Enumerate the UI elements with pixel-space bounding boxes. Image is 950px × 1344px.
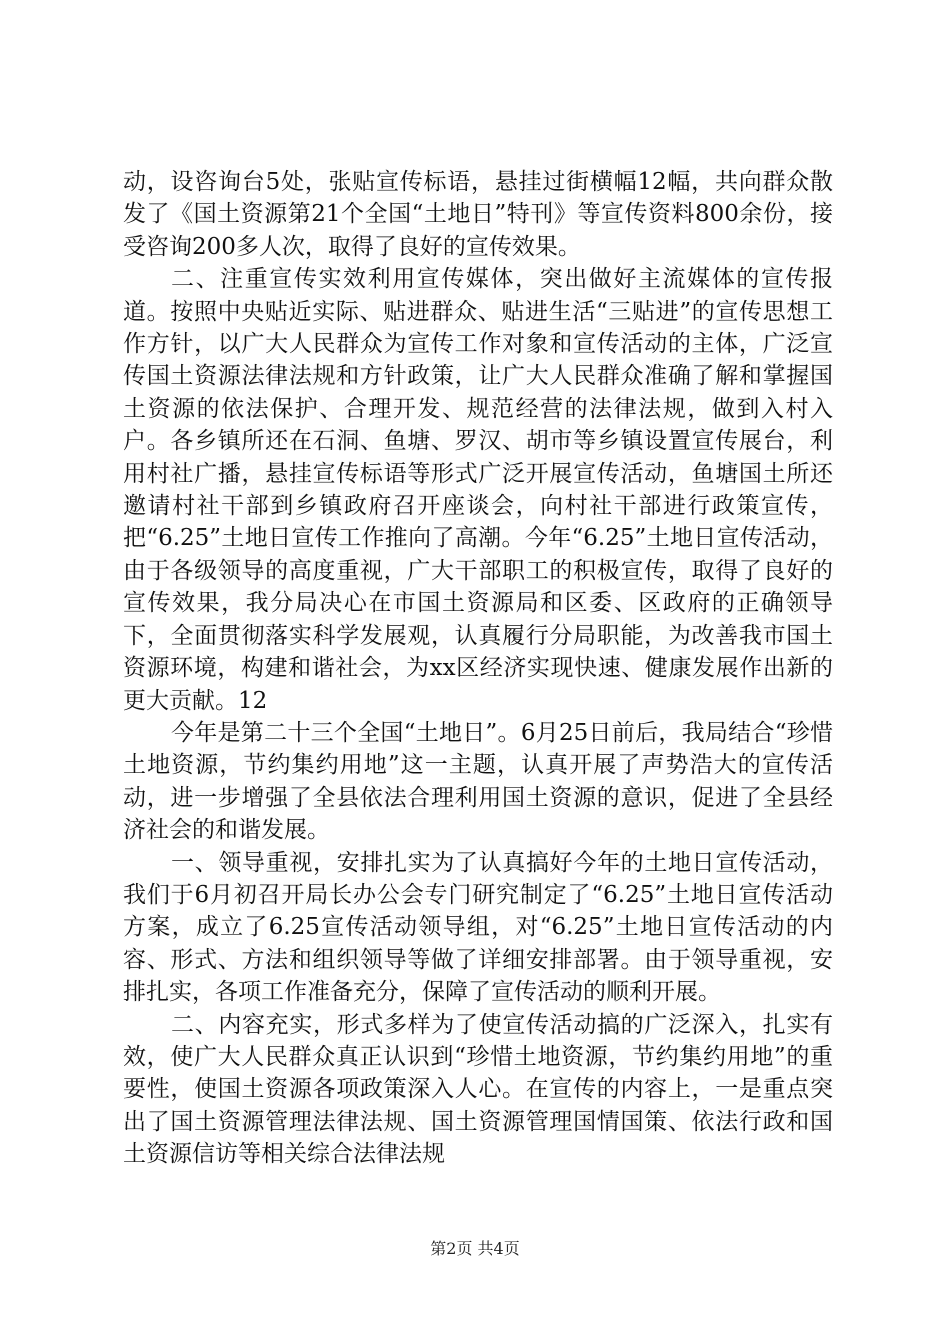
page-number-footer: 第2页 共4页 xyxy=(430,1239,520,1258)
paragraph-content-forms: 二、内容充实，形式多样为了使宣传活动搞的广泛深入，扎实有效，使广大人民群众真正认识到“珍惜土地资源，节约集约用地”的重要性，使国土资源各项政策深入人心。在宣传的内容上，一是重点突出了国土资源管理法律法规、国土资源管理国情国策、依法行政和国土资源信访等相关综合法律法规 xyxy=(123,1011,833,1168)
document-body xyxy=(123,166,833,1171)
paragraph-continuation: 动，设咨询台5处，张贴宣传标语，悬挂过街横幅12幅，共向群众散发了《国土资源第21个全国“土地日”特刊》等宣传资料800余份，接受咨询200多人次，取得了良好的宣传效果。 xyxy=(123,169,833,260)
paragraph-leadership: 一、领导重视，安排扎实为了认真搞好今年的土地日宣传活动，我们于6月初召开局长办公会专门研究制定了“6.25”土地日宣传活动方案，成立了6.25宣传活动领导组，对“6.25”土地日宣传活动的内容、形式、方法和组织领导等做了详细安排部署。由于领导重视，安排扎实，各项工作准备充分，保障了宣传活动的顺利开展。 xyxy=(123,849,833,1006)
paragraph-land-day-intro: 今年是第二十三个全国“土地日”。6月25日前后，我局结合“珍惜土地资源，节约集约用地”这一主题，认真开展了声势浩大的宣传活动，进一步增强了全县依法合理利用国土资源的意识，促进了全县经济社会的和谐发展。 xyxy=(123,719,833,844)
paragraph-media-publicity: 二、注重宣传实效利用宣传媒体，突出做好主流媒体的宣传报道。按照中央贴近实际、贴进群众、贴进生活“三贴进”的宣传思想工作方针，以广大人民群众为宣传工作对象和宣传活动的主体，广泛宣传国土资源法律法规和方针政策，让广大人民群众准确了解和掌握国土资源的依法保护、合理开发、规范经营的法律法规，做到入村入户。各乡镇所还在石洞、鱼塘、罗汉、胡市等乡镇设置宣传展台，利用村社广播，悬挂宣传标语等形式广泛开展宣传活动，鱼塘国土所还邀请村社干部到乡镇政府召开座谈会，向村社干部进行政策宣传，把“6.25”土地日宣传工作推向了高潮。今年“6.25”土地日宣传活动，由于各级领导的高度重视，广大干部职工的积极宣传，取得了良好的宣传效果，我分局决心在市国土资源局和区委、区政府的正确领导下，全面贯彻落实科学发展观，认真履行分局职能，为改善我市国土资源环境，构建和谐社会，为xx区经济实现快速、健康发展作出新的更大贡献。12 xyxy=(123,266,833,714)
